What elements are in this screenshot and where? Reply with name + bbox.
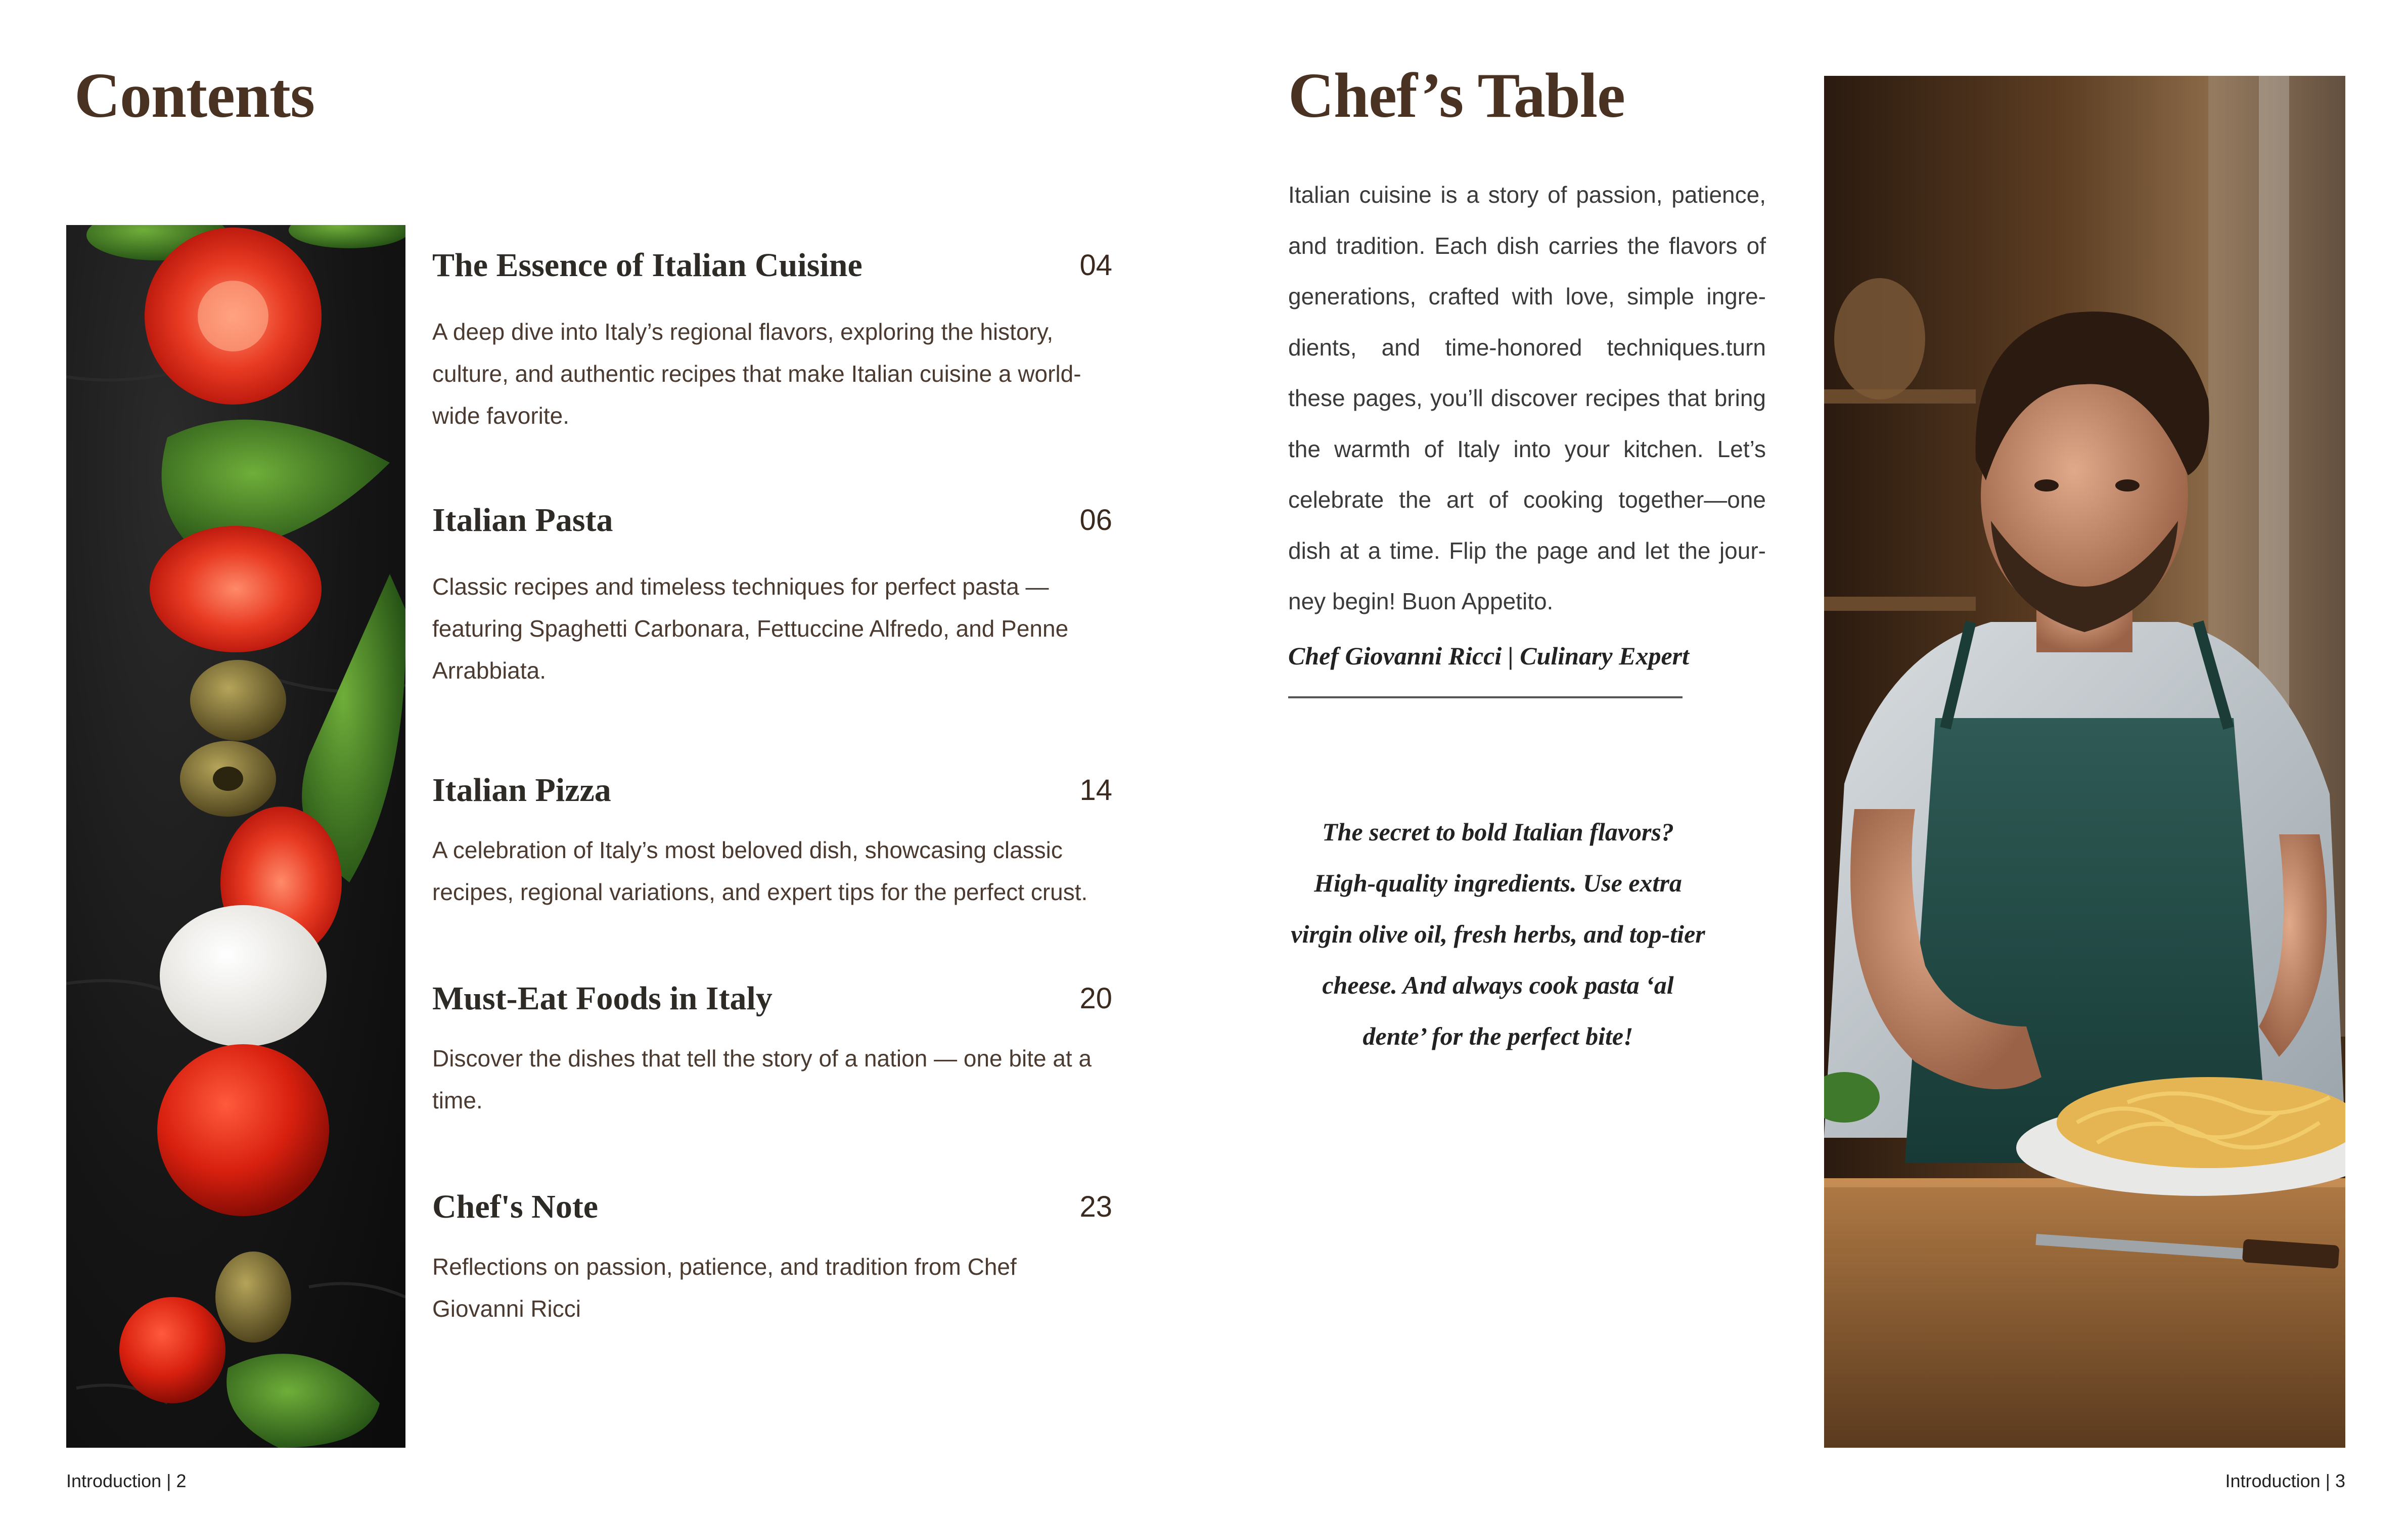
- toc-title: The Essence of Italian Cuisine: [432, 247, 862, 284]
- chef-tip-quote: The secret to bold Italian flavors? High-quality ingredients. Use extra virgin olive oil, fresh herbs, and top-tier cheese. And always cook pasta ‘al dente’ for the perfect bite!: [1291, 818, 1705, 1050]
- toc-title: Chef's Note: [432, 1188, 599, 1225]
- toc-description: Reflections on passion, patience, and tradition from Chef Giovanni Ricci: [432, 1254, 1017, 1322]
- toc-page-number: 14: [1079, 774, 1112, 807]
- chef-photo: [1824, 76, 2345, 1448]
- toc-page-number: 20: [1079, 982, 1112, 1015]
- page-footer-left: Introduction | 2: [66, 1470, 187, 1491]
- toc-page-number: 04: [1079, 249, 1112, 282]
- toc-title: Italian Pasta: [432, 502, 613, 539]
- toc-page-number: 06: [1079, 504, 1112, 537]
- chef-signature: Chef Giovanni Ricci | Culinary Expert: [1288, 642, 1690, 670]
- page-footer-right: Introduction | 3: [2225, 1470, 2345, 1491]
- toc-description: A deep dive into Italy’s regional flavors, exploring the history, culture, and authentic recipes that make Italian cuisine a world-wide favorite.: [432, 319, 1081, 429]
- signature-underline: [1288, 696, 1683, 698]
- toc-title: Must-Eat Foods in Italy: [432, 980, 773, 1017]
- tomato-basil-photo: [66, 225, 405, 1448]
- toc-description: Classic recipes and timeless techniques for perfect pasta — featuring Spaghetti Carbonara, Fettuccine Alfredo, and Penne Arrabbiata.: [432, 573, 1069, 684]
- toc-description: Discover the dishes that tell the story of a nation — one bite at a time.: [432, 1045, 1092, 1113]
- chefs-table-title: Chef’s Table: [1288, 61, 1625, 131]
- contents-title: Contents: [74, 61, 315, 131]
- toc-description: A celebration of Italy’s most beloved dish, showcasing classic recipes, regional variations, and expert tips for the perfect crust.: [432, 837, 1088, 905]
- toc-page-number: 23: [1079, 1190, 1112, 1223]
- toc-title: Italian Pizza: [432, 772, 611, 809]
- intro-paragraph: Italian cuisine is a story of passion, patience, and tradition. Each dish carries the flavors of generations, crafted with love, simple ingre-dients, and time-honored techniques.turn these pages, you’ll discover recipes that bring the warmth of Italy into your kitchen. Let’s celebrate the art of cooking together—one dish at a time. Flip the page and let the jour-ney begin! Buon Appetito.: [1288, 182, 1766, 614]
